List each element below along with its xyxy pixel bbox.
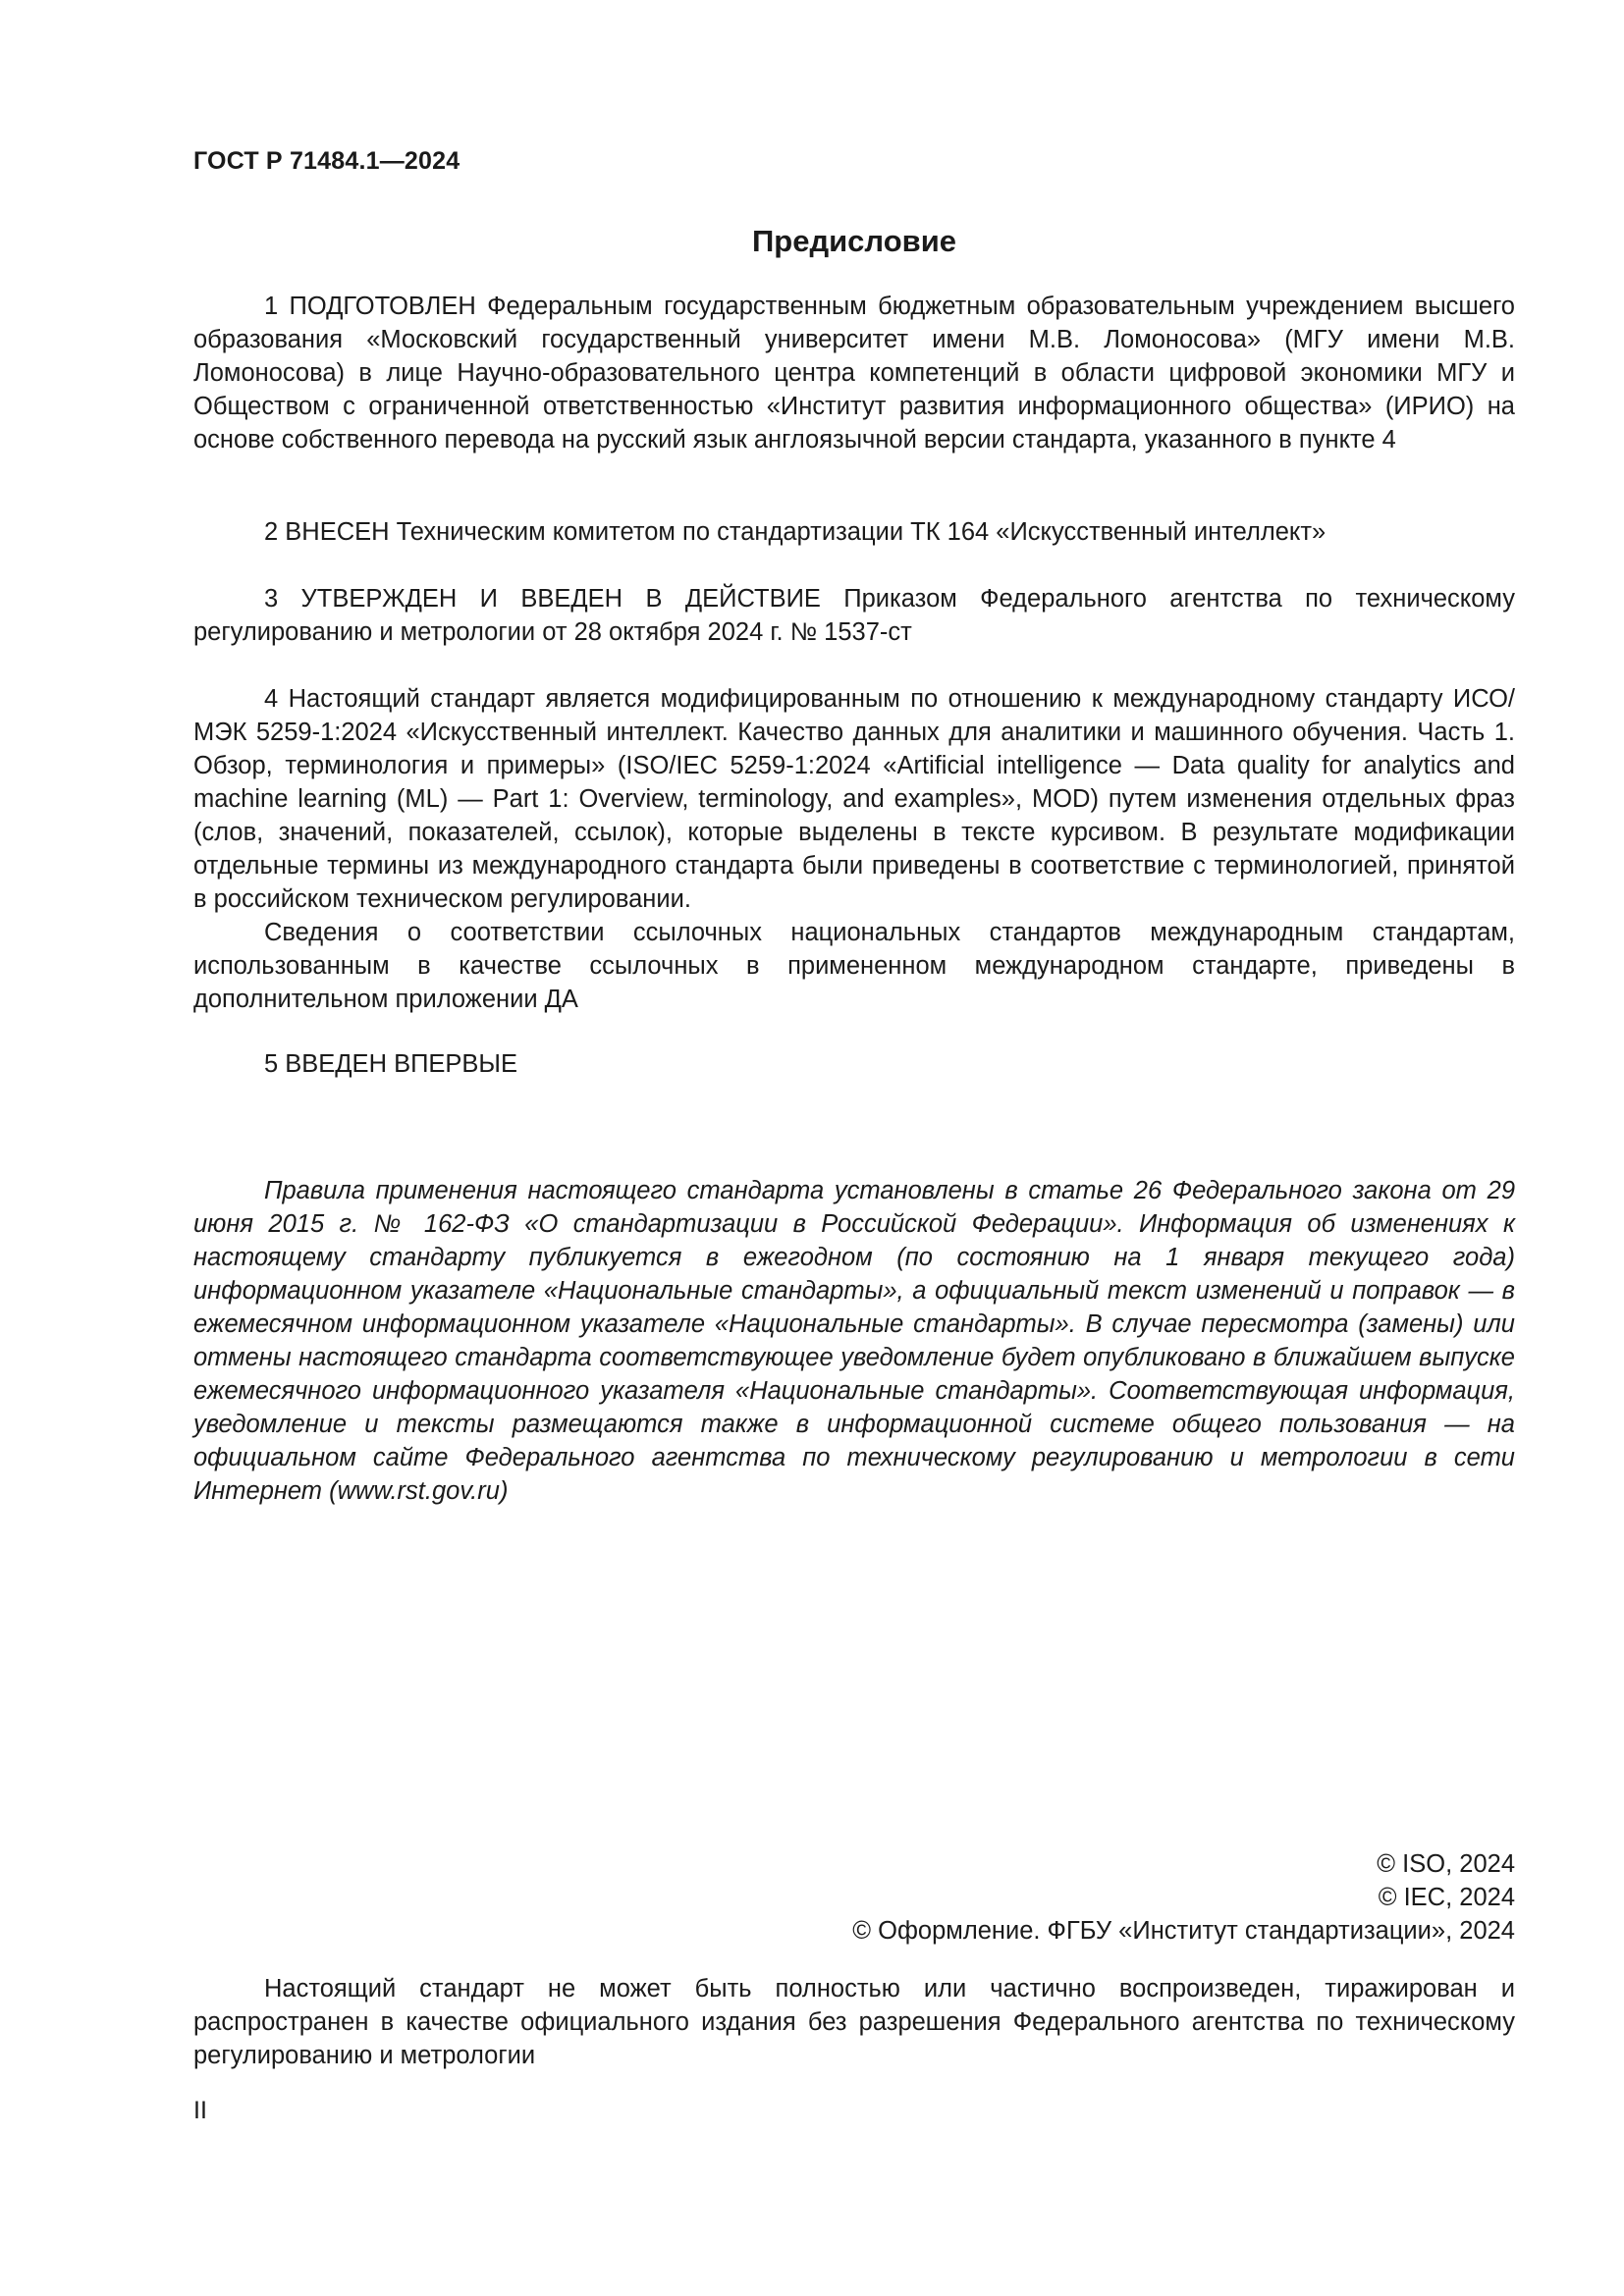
foreword-section-5: [193, 1047, 1515, 1081]
foreword-section-2: [193, 515, 1515, 549]
section-4-text: 4 Настоящий стандарт является модифицированным по отношению к международному стандарту ИСО/МЭК 5259-1:2024 «Искусственный интеллект. Качество данных для аналитики и машинного обучения. Часть 1. Обзор, терминология и примеры» (ISO/IEC 5259-1:2024 «Artificial intelligence — Data quality for analytics and machine learning (ML) — Part 1: Overview, terminology, and examples», MOD) путем изменения отдельных фраз (слов, значений, показателей, ссылок), которые выделены в тексте курсивом. В результате модификации отдельные термины из международного стандарта были приведены в соответствие с терминологией, принятой в российском техническом регулировании.: [193, 685, 1515, 913]
rules-notice-text: Правила применения настоящего стандарта установлены в статье 26 Федерального закона от 29 июня 2015 г. № 162-ФЗ «О стандартизации в Российской Федерации». Информация об изменениях к настоящему стандарту публикуется в ежегодном (по состоянию на 1 января текущего года) информационном указателе «Национальные стандарты», а официальный текст изменений и поправок — в ежемесячном информационном указателе «Национальные стандарты». В случае пересмотра (замены) или отмены настоящего стандарта соответствующее уведомление будет опубликовано в ближайшем выпуске ежемесячного информационного указателя «Национальные стандарты». Соответствующая информация, уведомление и тексты размещаются также в информационной системе общего пользования — на официальном сайте Федерального агентства по техническому регулированию и метрологии в сети Интернет (www.rst.gov.ru): [193, 1177, 1515, 1505]
copyright-iec: © IEC, 2024: [1378, 1884, 1515, 1911]
reproduction-notice-text: Настоящий стандарт не может быть полностью или частично воспроизведен, тиражирован и распространен в качестве официального издания без разрешения Федерального агентства по техническому регулированию и метрологии: [193, 1975, 1515, 2069]
section-3-text: 3 УТВЕРЖДЕН И ВВЕДЕН В ДЕЙСТВИЕ Приказом Федерального агентства по техническому регулированию и метрологии от 28 октября 2024 г. № 1537-ст: [193, 585, 1515, 646]
foreword-section-4: [193, 682, 1515, 1016]
section-5-text: 5 ВВЕДЕН ВПЕРВЫЕ: [264, 1050, 518, 1078]
rules-notice: [193, 1174, 1515, 1508]
section-2-text: 2 ВНЕСЕН Техническим комитетом по стандартизации ТК 164 «Искусственный интеллект»: [264, 518, 1326, 546]
foreword-section-3: [193, 582, 1515, 649]
section-4-references-text: Сведения о соответствии ссылочных национальных стандартов международным стандартам, использованным в качестве ссылочных в примененном международном стандарте, приведены в дополнительном приложении ДА: [193, 919, 1515, 1013]
page-title: Предисловие: [751, 224, 956, 258]
copyright-block: [193, 1847, 1515, 1948]
copyright-design: © Оформление. ФГБУ «Институт стандартизации», 2024: [852, 1917, 1515, 1945]
reproduction-notice: [193, 1972, 1515, 2072]
page-number: II: [193, 2097, 207, 2124]
document-code: ГОСТ Р 71484.1—2024: [193, 147, 460, 175]
copyright-iso: © ISO, 2024: [1377, 1850, 1515, 1878]
section-1-text: 1 ПОДГОТОВЛЕН Федеральным государственным бюджетным образовательным учреждением высшего образования «Московский государственный университет имени М.В. Ломоносова» (МГУ имени М.В. Ломоносова) в лице Научно-образовательного центра компетенций в области цифровой экономики МГУ и Обществом с ограниченной ответственностью «Институт развития информационного общества» (ИРИО) на основе собственного перевода на русский язык англоязычной версии стандарта, указанного в пункте 4: [193, 293, 1515, 454]
foreword-section-1: [193, 290, 1515, 456]
